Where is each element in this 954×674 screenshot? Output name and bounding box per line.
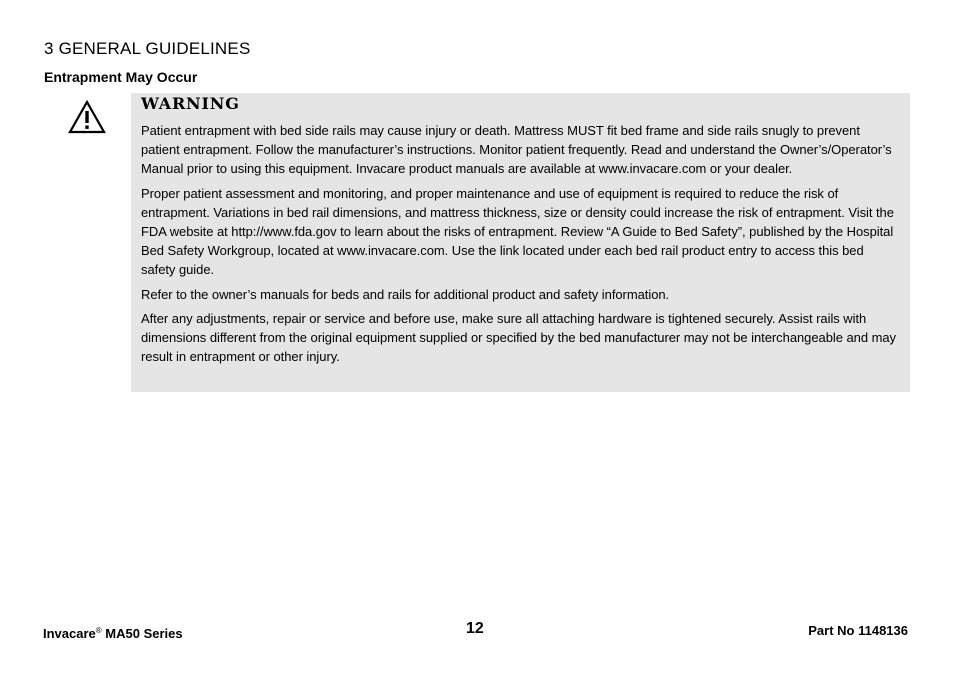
part-number: Part No 1148136 [808,623,908,638]
warning-box [131,93,910,392]
warning-paragraph: Patient entrapment with bed side rails may cause injury or death. Mattress MUST fit bed frame and side rails snugly to prevent patient entrapment. Follow the manufacturer’s instructions. Monitor patient frequently. Read and understand the Owner’s/Operator’s Manual prior to using this equipment. Invacare product manuals are available at www.invacare.com or your dealer. [141,123,892,177]
warning-triangle-icon [68,100,106,134]
page-number: 12 [466,620,484,637]
warning-paragraph: After any adjustments, repair or service and before use, make sure all attaching hardware is tightened securely. Assist rails with dimensions different from the original equipment supplied or specified by the bed manufacturer may not be interchangeable and may result in entrapment or other injury. [141,310,896,365]
warning-paragraph: Proper patient assessment and monitoring, and proper maintenance and use of equipment is required to reduce the risk of entrapment. Variations in bed rail dimensions, and mattress thickness, size or density could increase the risk of entrapment. Visit the FDA website at http://www.fda.gov to learn about the risks of entrapment. Review “A Guide to Bed Safety”, published by the Hospital Bed Safety Workgroup, located at www.invacare.com. Use the link located under each bed rail product entry to access this bed safety guide. [141,185,894,278]
registered-mark: ® [95,626,102,635]
footer-product [43,623,183,642]
section-title: 3 GENERAL GUIDELINES [44,39,251,58]
subsection-title: Entrapment May Occur [44,69,198,85]
footer-brand: Invacare [43,626,96,641]
warning-heading: WARNING [141,94,240,113]
warning-paragraph: Refer to the owner’s manuals for beds and rails for additional product and safety information. [141,286,670,302]
footer-series: MA50 Series [105,626,183,641]
